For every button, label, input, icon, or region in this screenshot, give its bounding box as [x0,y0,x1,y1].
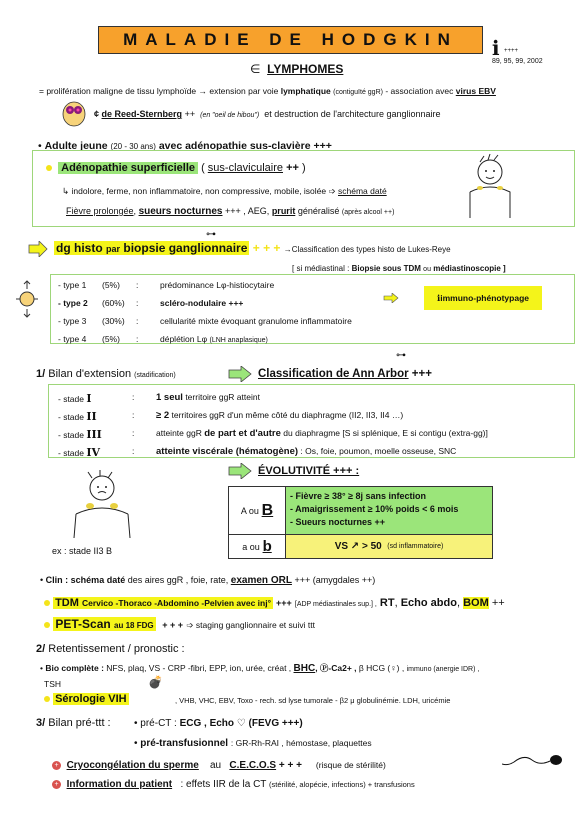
arrow-right-small-icon [383,293,399,303]
histo-line: dg histo par biopsie ganglionnaire + + + →Classification des types histo de Lukes-Reye [56,241,451,255]
type-row: - type 2 [58,298,88,308]
stade-desc: 1 seul territoire ggR atteint [156,392,260,403]
evo-cell-ab-small: a ou b [229,535,286,558]
reed-sternberg-cell-icon [60,98,88,128]
stade-sep: : [132,428,135,438]
patient-stade-sketch-icon [62,470,142,540]
immuno-box: ℹ immuno-phénotypage [424,286,542,310]
exam-years: 89, 95, 99, 2002 [492,58,543,65]
bilan-extension-heading: 1/ Bilan d'extension (stadification) [36,368,176,380]
bilan-prettt-heading: 3/ Bilan pré-ttt : [36,717,111,729]
patient-sketch-icon [460,152,520,220]
adulte-jeune-line: • Adulte jeune (20 - 30 ans) avec adénopathie sus-clavière +++ [38,140,332,152]
evo-cell-ab: A ou B [229,487,286,535]
type-sep: : [136,280,139,290]
type-sep: : [136,298,139,308]
bomb-icon: 💣 [148,675,163,689]
stade-label: - stade III [58,428,102,441]
key-icon: ⊶ [206,229,216,240]
info-patient-line: + Information du patient : effets IIR de la CT (stérilité, alopécie, infections) + transfusions [52,779,415,790]
stade-label: - stade II [58,410,97,423]
type-desc: déplétion Lφ (LNH anaplasique) [160,334,268,344]
type-row: - type 4 [58,334,87,344]
adenopathie-desc: ↳ indolore, ferme, non inflammatoire, non compressive, mobile, isolée ➩ schéma daté [62,186,387,196]
evo-cell-signes: - Fièvre ≥ 38° ≥ 8j sans infection - Amaigrissement ≥ 10% poids < 6 mois - Sueurs nocturnes ++ [286,487,492,535]
signes-generaux: Fièvre prolongée, sueurs nocturnes +++ , AEG, prurit généralisé (après alcool ++) [66,206,395,217]
page-title: MALADIE DE HODGKIN [98,26,483,54]
exemple-stade: ex : stade II3 B [52,546,113,556]
ann-arbor-heading: Classification de Ann Arbor +++ [258,368,432,380]
bio-line: • Bio complète : NFS, plaq, VS - CRP -fibri, EPP, ion, urée, créat , BHC, Ⓟ-Ca2+ , β HCG (♀) , immuno (anergie IDR) , [40,663,480,674]
retentissement-heading: 2/ Retentissement / pronostic : [36,643,185,655]
cell-arrows-icon [14,279,40,319]
evolutivite-heading: ÉVOLUTIVITÉ +++ : [258,465,360,477]
stade-desc: ≥ 2 territoires ggR d'un même côté du diaphragme (II2, II3, II4 …) [156,410,404,421]
type-pct: (5%) [102,280,120,290]
stade-desc: atteinte ggR de part et d'autre du diaphragme [S si splénique, E si contigu (extra-gg)] [156,428,488,439]
type-desc: prédominance Lφ-histiocytaire [160,280,275,290]
pre-transfusionnel-line: • pré-transfusionnel : GR-Rh-RAI , hémostase, plaquettes [134,738,372,749]
type-row: - type 3 [58,316,87,326]
serologie-line: Sérologie VIH [44,693,129,705]
type-desc: scléro-nodulaire +++ [160,298,244,308]
tsh-line: TSH [44,679,61,689]
stade-desc: atteinte viscérale (hématogène) : Os, foie, poumon, moelle osseuse, SNC [156,446,457,457]
cryo-line: + Cryocongélation du sperme au C.E.C.O.S + + + (risque de stérilité) [52,760,386,771]
importance-mark: ++++ [504,48,519,54]
stade-sep: : [132,410,135,420]
definition-line: = prolifération maligne de tissu lymphoïde → extension par voie lymphatique (contiguïté ggR) - association avec virus EBV [39,86,496,96]
arrow-right-icon [28,241,48,257]
stade-sep: : [132,392,135,402]
type-pct: (30%) [102,316,125,326]
evolutivite-table [228,486,493,559]
type-sep: : [136,316,139,326]
arrow-right-green-icon [228,463,252,479]
stade-label: - stade IV [58,446,101,459]
type-sep: : [136,334,139,344]
tdm-line: TDM Cervico -Thoraco -Abdomino -Pelvien avec inj° +++ [ADP médiastinales sup.] , RT, Echo abdo, BOM ++ [44,597,505,609]
stade-sep: : [132,446,135,456]
lymphomes-line: ∈ LYMPHOMES [250,62,344,76]
info-icon: ℹ [492,38,500,60]
type-row: - type 1 [58,280,87,290]
sperm-icon [502,752,564,772]
pet-line: PET-Scan au 18 FDG + + + ➩ staging ganglionnaire et suivi ttt [44,617,315,631]
key-icon: ⊶ [396,350,406,361]
type-desc: cellularité mixte évoquant granulome inflammatoire [160,316,352,326]
evo-cell-vs: VS ↗ > 50 (sd inflammatoire) [286,535,492,558]
adenopathie-line: Adénopathie superficielle ( sus-claviculaire ++ ) [46,162,306,174]
arrow-right-green-icon [228,366,252,382]
clin-line: • Clin : schéma daté des aires ggR , foie, rate, examen ORL +++ (amygdales ++) [40,575,376,586]
pre-ct-line: • pré-CT : ECG , Echo ♡ (FEVG +++) [134,718,303,729]
histo-mediastinal: [ si médiastinal : Biopsie sous TDM ou médiastinoscopie ] [292,264,506,273]
reed-sternberg-line: ¢ de Reed-Sternberg ++ (en "oeil de hibou") et destruction de l'architecture ganglionnaire [94,109,441,119]
type-pct: (60%) [102,298,125,308]
serologie-rest: , VHB, VHC, EBV, Toxo - rech. sd lyse tumorale - β2 μ globulinémie. LDH, uricémie [175,696,451,705]
stade-label: - stade I [58,392,92,405]
type-pct: (5%) [102,334,120,344]
